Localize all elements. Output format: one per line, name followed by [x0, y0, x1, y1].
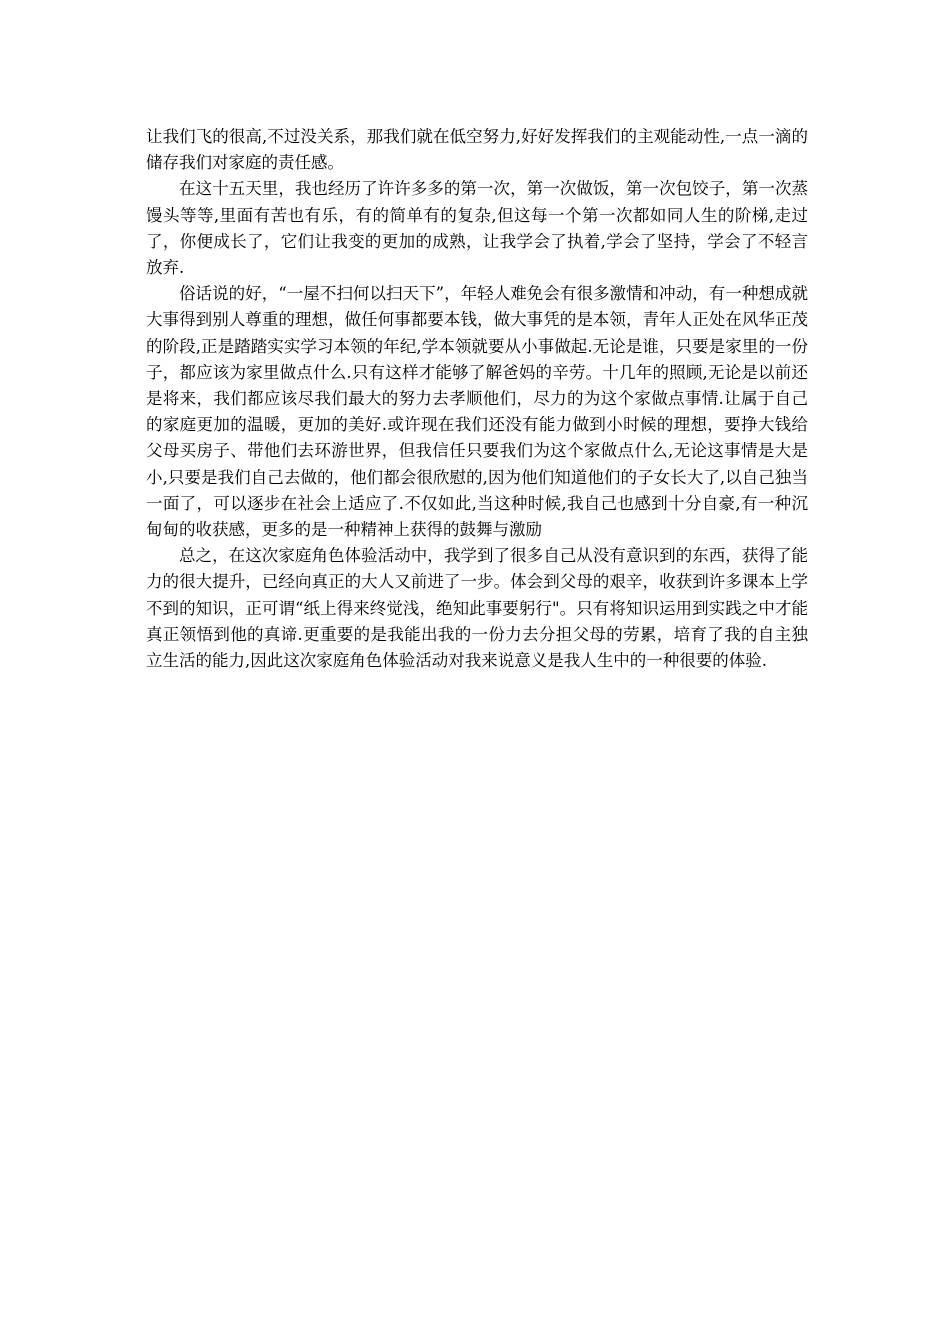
paragraph-proverb: 俗话说的好，“一屋不扫何以扫天下”，年轻人难免会有很多激情和冲动，有一种想成就大事得到别人尊重的理想，做任何事都要本钱，做大事凭的是本领，青年人正处在风华正茂的阶段,正是踏踏实实学习本领的年纪,学本领就要从小事做起.无论是谁，只要是家里的一份子，都应该为家里做点什么.只有这样才能够了解爸妈的辛劳。十几年的照顾,无论是以前还是将来，我们都应该尽我们最大的努力去孝顺他们，尽力的为这个家做点事情.让属于自己的家庭更加的温暖，更加的美好.或许现在我们还没有能力做到小时候的理想，要挣大钱给父母买房子、带他们去环游世界，但我信任只要我们为这个家做点什么,无论这事情是大是小,只要是我们自己去做的，他们都会很欣慰的,因为他们知道他们的子女长大了,以自己独当一面了，可以逐步在社会上适应了.不仅如此,当这种时候,我自己也感到十分自豪,有一种沉甸甸的收获感，更多的是一种精神上获得的鼓舞与激励 — [146, 284, 808, 540]
paragraph-continuation: 让我们飞的很高,不过没关系，那我们就在低空努力,好好发挥我们的主观能动性,一点一滴的储存我们对家庭的责任感。 — [146, 127, 808, 173]
document-body — [146, 124, 808, 674]
paragraph-first-times: 在这十五天里，我也经历了许许多多的第一次，第一次做饭，第一次包饺子，第一次蒸馒头等等,里面有苦也有乐，有的简单有的复杂,但这每一个第一次都如同人生的阶梯,走过了，你便成长了，它们让我变的更加的成熟，让我学会了执着,学会了坚持，学会了不轻言放弃. — [146, 179, 808, 278]
paragraph-conclusion: 总之，在这次家庭角色体验活动中，我学到了很多自己从没有意识到的东西，获得了能力的很大提升，已经向真正的大人又前进了一步。体会到父母的艰辛，收获到许多课本上学不到的知识，正可谓“纸上得来终觉浅，绝知此事要躬行"。只有将知识运用到实践之中才能真正领悟到他的真谛.更重要的是我能出我的一份力去分担父母的劳累，培育了我的自主独立生活的能力,因此这次家庭角色体验活动对我来说意义是我人生中的一种很要的体验. — [146, 546, 808, 671]
